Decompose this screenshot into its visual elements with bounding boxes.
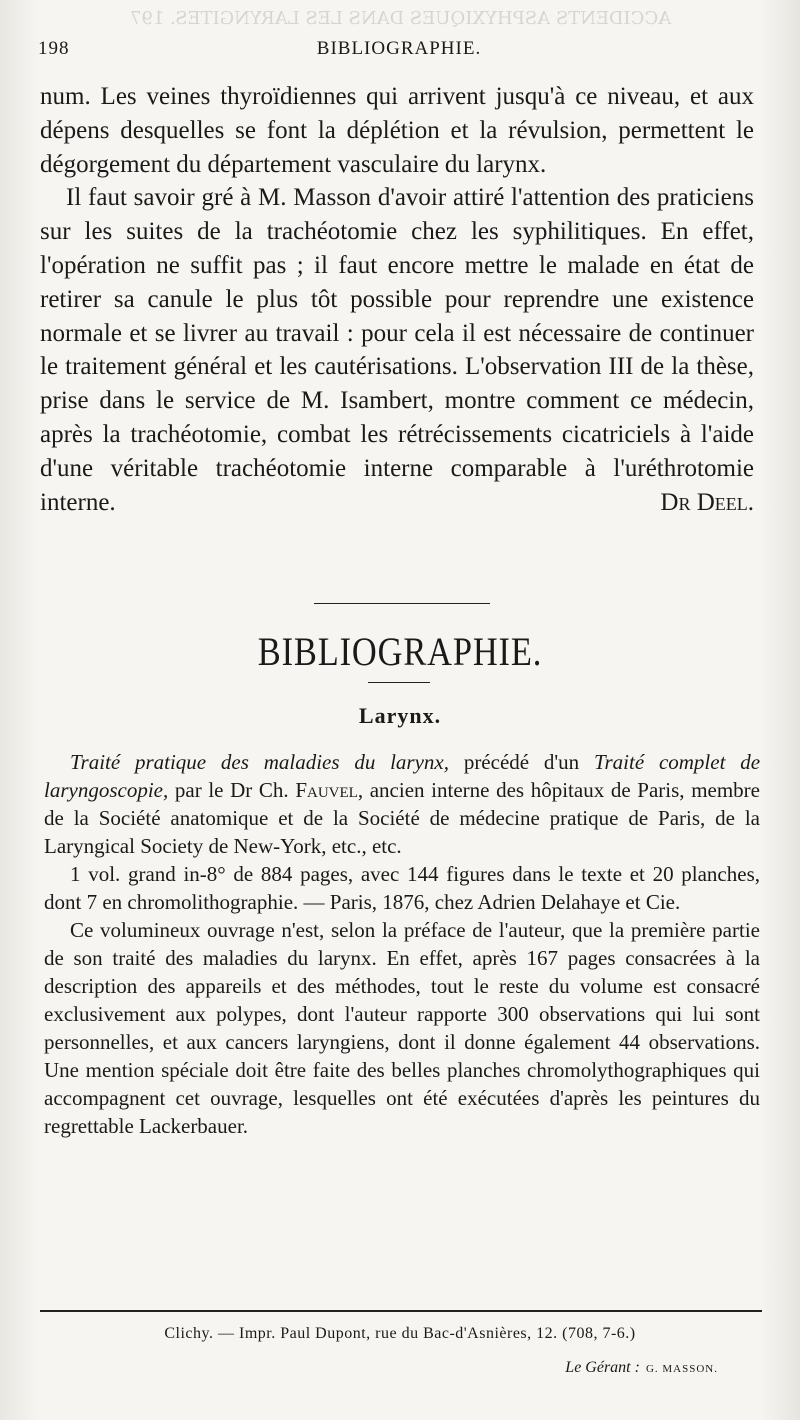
footer-gerant [565,1359,718,1377]
entry-author: Fauvel, [295,778,364,802]
entry-title: Traité pratique des maladies du larynx, [70,750,450,774]
entry-citation [44,748,760,860]
bibliography-entry [44,748,760,1140]
footer-imprint: Clichy. — Impr. Paul Dupont, rue du Bac-d'Asnières, 12. (708, 7-6.) [164,1325,636,1342]
review-paragraph-1: num. Les veines thyroïdiennes qui arrivent jusqu'à ce niveau, et aux dépens desquelles se font la déplétion et la révulsion, permettent le dégorgement du département vasculaire du larynx. [40,83,754,178]
review-signature: Dr Deel. [660,488,754,516]
page-number: 198 [38,38,70,59]
running-title: BIBLIOGRAPHIE. [316,38,482,59]
title-underline [368,682,430,683]
page-header [38,38,760,64]
section-divider [314,603,490,604]
entry-by: par le Dr Ch. [174,778,289,802]
show-through-text: ACCIDENTS ASPHYXIQUES DANS LES LARYNGITES. 197 [130,8,672,29]
gerant-label: Le Gérant : [565,1359,640,1376]
entry-preceded: précédé d'un [463,750,580,774]
gerant-name: G. MASSON. [645,1363,718,1375]
subsection-title: Larynx. [358,703,442,728]
review-paragraph-2-text: Il faut savoir gré à M. Masson d'avoir attiré l'attention des praticiens sur les suites de la trachéotomie chez les syphilitiques. En effet, l'opération ne suffit pas ; il faut encore mettre le malade en état de retirer sa canule le plus tôt possible pour reprendre une existence normale et se livrer au travail : pour cela il est nécessaire de continuer le traitement général et les cautérisations. L'observation III de la thèse, prise dans le service de M. Isambert, montre comment ce médecin, après la trachéotomie, combat les rétrécissements cicatriciels à l'aide d'une véritable trachéotomie interne comparable à l'uréthrotomie interne. [40,184,754,516]
entry-publication: 1 vol. grand in-8° de 884 pages, avec 144 figures dans le texte et 20 planches, dont 7 en chromolithographie. — Paris, 1876, chez Adrien Delahaye et Cie. [44,862,760,914]
review-continuation [40,80,754,519]
entry-author-desc: ancien interne des hôpitaux de Paris, membre de la Société anatomique et de la Société de médecine pratique de Paris, de la Laryngical Society de New-York, etc., etc. [44,778,760,858]
review-paragraph-2 [40,181,754,519]
section-title: BIBLIOGRAPHIE. [257,629,543,674]
entry-subtitle-work: Traité complet de laryngoscopie, [44,750,761,802]
footer-rule [40,1310,762,1312]
entry-review: Ce volumineux ouvrage n'est, selon la préface de l'auteur, que la première partie de son traité des maladies du larynx. En effet, après 167 pages consacrées à la description des appareils et des méthodes, tout le reste du volume est consacré exclusivement aux polypes, dont l'auteur rapporte 300 observations qui lui sont personnelles, et aux cancers laryngiens, dont il donne également 44 observations. Une mention spéciale doit être faite des belles planches chromolythographiques qui accompagnent cet ouvrage, lesquelles ont été exécutées d'après les peintures du regrettable Lackerbauer. [44,918,760,1138]
